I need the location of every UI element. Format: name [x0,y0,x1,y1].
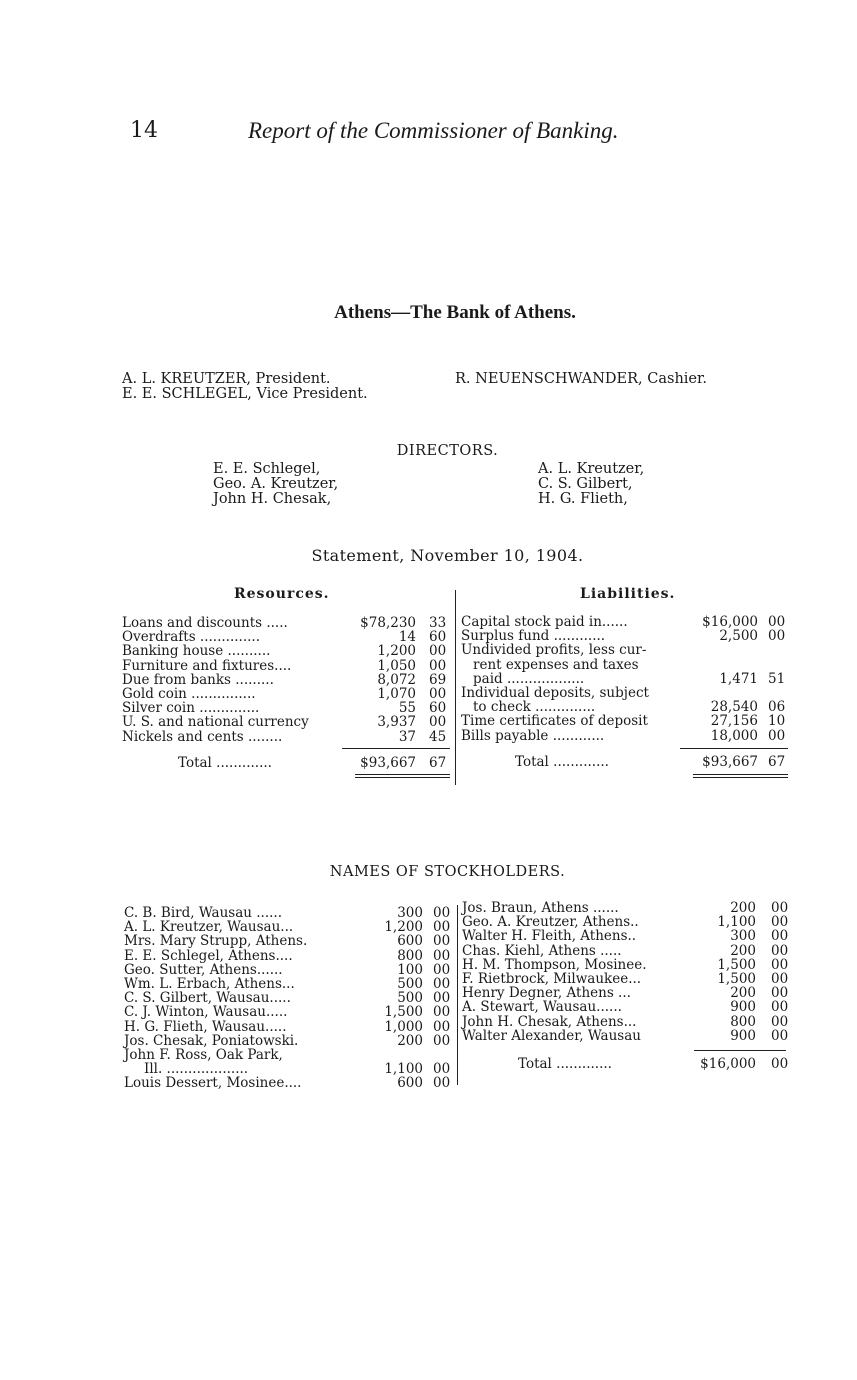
liabilities-row [461,629,791,643]
stockholder-row [124,1034,454,1048]
resources-row-cents: 00 [429,657,447,674]
resources-row-cents: 45 [429,728,447,745]
director-name: John H. Chesak, [213,491,332,507]
stockholder-row-dollars: 100 [397,961,423,978]
stockholder-row-cents: 00 [433,905,451,921]
stockholder-row [124,977,454,991]
stockholder-row-cents: 00 [771,985,789,1002]
resources-row-label: Gold coin ............... [122,686,256,702]
liabilities-row [461,643,791,657]
liabilities-row-cents: 51 [768,670,786,687]
liabilities-double-rule [693,777,788,778]
resources-row-dollars: 37 [398,728,416,745]
stockholder-row [462,929,792,943]
stockholder-row-cents: 00 [433,976,451,992]
liabilities-heading: Liabilities. [580,586,676,602]
stockholder-row-label: Walter H. Fleith, Athens.. [462,928,637,945]
stockholder-row [124,1020,454,1034]
stockholder-row-cents: 00 [771,956,789,973]
stockholder-row-dollars: 600 [397,933,423,950]
director-name: E. E. Schlegel, [213,461,321,477]
stockholder-row-cents: 00 [433,919,451,936]
stockholder-row [462,915,792,929]
liabilities-row-dollars: $16,000 [702,614,758,630]
stockholder-row-cents: 00 [433,1032,451,1049]
stockholder-row-dollars: 1,100 [384,1061,423,1078]
stockholder-row-label: F. Rietbrock, Milwaukee... [462,971,642,987]
liabilities-row [461,700,791,714]
resources-row-dollars: 14 [398,629,416,646]
stockholder-row [462,986,792,1000]
resources-row-cents: 60 [429,629,447,646]
liabilities-row-label: rent expenses and taxes [473,656,639,673]
liabilities-double-rule [693,774,788,775]
stockholder-row [124,963,454,977]
resources-row-dollars: 1,070 [377,686,416,702]
stockholder-row-label: C. B. Bird, Wausau ...... [124,905,283,921]
resources-row-label: Silver coin .............. [122,700,260,717]
stockholders-total-row [462,1057,792,1071]
stockholder-row-label: Jos. Chesak, Poniatowski. [124,1032,299,1049]
stockholders-heading: NAMES OF STOCKHOLDERS. [329,864,566,880]
resources-row-dollars: $78,230 [360,615,416,631]
stockholder-row [462,1000,792,1014]
stockholder-row-dollars: 800 [397,947,423,964]
stockholder-row-dollars: 300 [397,905,423,921]
resources-total-row-label: Total ............. [178,755,272,771]
officer-cashier: R. NEUENSCHWANDER, Cashier. [455,371,707,387]
liabilities-row-cents: 00 [768,614,786,630]
resources-row-dollars: 3,937 [377,714,416,731]
stockholder-row [124,906,454,920]
liabilities-total-row [461,755,791,769]
liabilities-row-dollars: 28,540 [710,699,758,716]
stockholders-total-row-label: Total ............. [518,1056,612,1072]
stockholder-row-dollars: 1,000 [384,1018,423,1035]
resources-row-label: Banking house .......... [122,643,271,660]
stockholder-row-label: H. M. Thompson, Mosinee. [462,956,647,973]
stockholder-row-dollars: 800 [730,1013,756,1030]
liabilities-row-cents: 06 [768,699,786,716]
liabilities-row [461,658,791,672]
resources-row-cents: 00 [429,686,447,702]
resources-row-cents: 00 [429,643,447,660]
resources-row [122,644,452,658]
stockholder-row-cents: 00 [771,1027,789,1044]
resources-row-label: Overdrafts .............. [122,629,260,646]
directors-left-column [213,462,338,507]
stockholder-row-dollars: 300 [730,928,756,945]
stockholder-row-cents: 00 [771,1013,789,1030]
stockholder-row-dollars: 1,200 [384,919,423,936]
liabilities-total-row-dollars: $93,667 [702,754,758,770]
stockholder-row-cents: 00 [433,933,451,950]
resources-row [122,630,452,644]
stockholder-row-label: Walter Alexander, Wausau [462,1027,641,1044]
resources-heading: Resources. [234,586,330,602]
stockholder-row-dollars: 1,500 [717,956,756,973]
stockholder-row-cents: 00 [433,947,451,964]
stockholder-row-dollars: 200 [730,985,756,1002]
resources-row [122,701,452,715]
stockholder-row-label: A. L. Kreutzer, Wausau... [124,919,294,936]
resources-row [122,730,452,744]
liabilities-row-dollars: 18,000 [710,727,758,744]
stockholder-row-label: Jos. Braun, Athens ...... [462,900,619,916]
resources-row [122,687,452,701]
stockholder-row-cents: 00 [433,961,451,978]
stockholder-row-cents: 00 [433,1018,451,1035]
page-number: 14 [130,118,158,143]
liabilities-total-row-label: Total ............. [515,754,609,770]
stockholder-row [124,949,454,963]
stockholder-row [462,901,792,915]
officer-president: A. L. KREUTZER, President. [122,371,331,387]
stockholder-row [124,1076,454,1090]
stockholder-row [462,1029,792,1043]
liabilities-row-cents: 00 [768,628,786,645]
bank-title: Athens—The Bank of Athens. [334,302,576,323]
stockholders-total-row-dollars: $16,000 [700,1056,756,1072]
stockholder-row [124,1062,454,1076]
stockholders-total-row-cents: 00 [771,1056,789,1072]
resources-row-label: Nickels and cents ........ [122,728,283,745]
running-header [0,118,857,148]
stockholder-row [124,1048,454,1062]
liabilities-row [461,686,791,700]
resources-row [122,715,452,729]
stockholder-row-label: A. Stewart, Wausau...... [462,999,622,1016]
resources-double-rule [355,774,450,775]
liabilities-row-label: Undivided profits, less cur- [461,642,647,659]
liabilities-row [461,714,791,728]
resources-row-cents: 33 [429,615,447,631]
stockholder-row-cents: 00 [433,1075,451,1092]
directors-heading: DIRECTORS. [396,443,499,459]
stockholders-total-rule [694,1050,786,1051]
resources-row-label: Due from banks ......... [122,671,274,688]
liabilities-total-rule [680,748,788,749]
director-name: A. L. Kreutzer, [538,461,645,477]
stockholder-row-cents: 00 [771,914,789,931]
stockholder-row-label: John F. Ross, Oak Park, [124,1047,283,1063]
stockholder-row-label: C. J. Winton, Wausau..... [124,1004,288,1021]
resources-row-dollars: 55 [398,700,416,717]
running-title: Report of the Commissioner of Banking. [248,118,619,143]
liabilities-row-dollars: 1,471 [719,670,758,687]
liabilities-row-cents: 10 [768,713,786,730]
resources-row [122,659,452,673]
liabilities-row-label: Individual deposits, subject [461,685,649,701]
liabilities-row-label: Surplus fund ............ [461,628,606,645]
stockholder-row-label: H. G. Flieth, Wausau..... [124,1018,287,1035]
stockholder-row [124,991,454,1005]
stockholder-row-label: Chas. Kiehl, Athens ..... [462,942,622,959]
liabilities-row-cents: 00 [768,727,786,744]
stockholders-column-divider [457,905,458,1085]
resources-row-label: U. S. and national currency [122,714,309,731]
stockholder-row-cents: 00 [771,971,789,987]
stockholder-row [462,944,792,958]
director-name: H. G. Flieth, [538,491,628,507]
stockholder-row-label: Geo. Sutter, Athens...... [124,961,283,978]
stockholder-row [124,920,454,934]
stockholder-row [462,958,792,972]
stockholder-row [124,934,454,948]
stockholder-row-cents: 00 [433,1061,451,1078]
stockholder-row-dollars: 1,100 [717,914,756,931]
resources-total-row [122,756,452,770]
director-name: C. S. Gilbert, [538,476,633,492]
stockholder-row-label: Louis Dessert, Mosinee.... [124,1075,302,1092]
liabilities-row-dollars: 27,156 [710,713,758,730]
liabilities-row-label: Time certificates of deposit [461,713,648,730]
stockholder-row-dollars: 200 [730,900,756,916]
resources-double-rule [355,777,450,778]
statement-title: Statement, November 10, 1904. [311,546,584,565]
liabilities-row-label: Bills payable ............ [461,727,605,744]
resources-total-rule [342,748,450,749]
stockholder-row-label: Geo. A. Kreutzer, Athens.. [462,914,639,931]
resources-row-cents: 60 [429,700,447,717]
stockholder-row-dollars: 900 [730,999,756,1016]
directors-right-column [538,462,644,507]
liabilities-row [461,615,791,629]
stockholder-row-cents: 00 [771,999,789,1016]
director-name: Geo. A. Kreutzer, [213,476,339,492]
stockholder-row-dollars: 600 [397,1075,423,1092]
stockholder-row-label: Henry Degner, Athens ... [462,985,631,1002]
stockholder-row-label: C. S. Gilbert, Wausau..... [124,990,291,1007]
resources-row [122,673,452,687]
resources-row-cents: 00 [429,714,447,731]
officer-vice-president: E. E. SCHLEGEL, Vice President. [122,386,368,402]
liabilities-row [461,729,791,743]
liabilities-row-label: Capital stock paid in...... [461,614,628,630]
stockholder-row [124,1005,454,1019]
liabilities-row-label: paid .................. [473,670,585,687]
stockholder-row [462,972,792,986]
stockholder-row-dollars: 500 [397,976,423,992]
liabilities-row [461,672,791,686]
stockholder-row-dollars: 1,500 [717,971,756,987]
liabilities-row-dollars: 2,500 [719,628,758,645]
resources-total-row-dollars: $93,667 [360,755,416,771]
stockholder-row-cents: 00 [771,928,789,945]
stockholder-row-label: Mrs. Mary Strupp, Athens. [124,933,308,950]
resources-row-label: Furniture and fixtures.... [122,657,292,674]
stockholder-row-label: E. E. Schlegel, Athens.... [124,947,293,964]
statement-column-divider [455,590,456,785]
stockholder-row-dollars: 500 [397,990,423,1007]
stockholder-row-label: John H. Chesak, Athens... [462,1013,637,1030]
resources-total-row-cents: 67 [429,755,447,771]
stockholder-row-label: Wm. L. Erbach, Athens... [124,976,295,992]
resources-row [122,616,452,630]
resources-row-cents: 69 [429,671,447,688]
stockholder-row-dollars: 1,500 [384,1004,423,1021]
resources-row-dollars: 1,050 [377,657,416,674]
stockholder-row-label: Ill. ................... [144,1061,249,1078]
resources-row-dollars: 1,200 [377,643,416,660]
stockholder-row-cents: 00 [771,900,789,916]
stockholder-row-cents: 00 [433,1004,451,1021]
liabilities-row-label: to check .............. [473,699,596,716]
stockholder-row [462,1015,792,1029]
stockholder-row-dollars: 200 [730,942,756,959]
stockholder-row-cents: 00 [433,990,451,1007]
stockholder-row-dollars: 900 [730,1027,756,1044]
stockholder-row-cents: 00 [771,942,789,959]
stockholder-row-dollars: 200 [397,1032,423,1049]
resources-row-label: Loans and discounts ..... [122,615,288,631]
liabilities-total-row-cents: 67 [768,754,786,770]
resources-row-dollars: 8,072 [377,671,416,688]
